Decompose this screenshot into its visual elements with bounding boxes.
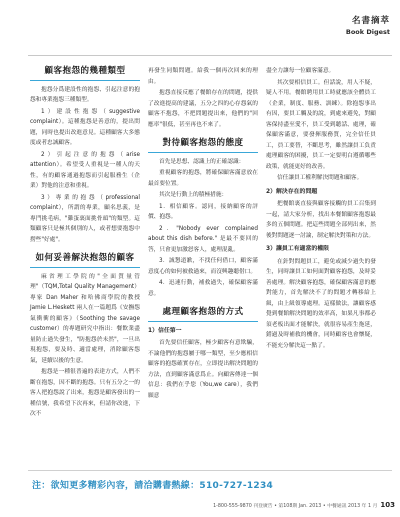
list-item: 1．相信顧客。認同，接納顧客的評價、抱怨。 [148,203,258,220]
subheading-trust-first: 1）信任第一 [148,327,182,334]
paragraph: 把餐館裏直接與顧客接觸的員工召集到一起，請大家分析，找出本餐館顧客抱怨最多的五個問題。把這些問題全部列出來，然後對問題逐一討論，制定解決對策和方法。 [266,201,376,239]
paragraph: 1）建設性抱怨（suggestive complaint）。這種抱怨是善意的，提出問題，同時也提出改進意見。這種顧客大多態度或者忠誠顧客。 [30,108,140,146]
paragraph: 首先是思想、認識上的正確認識： [159,158,245,165]
paragraph: 重視顧客的抱怨，將確保顧客滿意放在最首要位置。 [148,170,258,187]
footer-text: 1-800-555-9870 刊登廣告 • 第108期 Jan. 2013 • 中餐通訊 2013 年 1 月 [213,504,378,509]
heading-handle-customers: 如何妥善解決抱怨的顧客 [30,253,140,268]
heading-methods: 處理顧客抱怨的方式 [148,307,258,322]
subheading-authority: 3）讓員工有適當的權限 [266,246,330,252]
list-item: 2．"Nobody ever complained about this dish before." 是最不要回的答，只會更加激怒客人，處理混亂。 [148,225,258,253]
paragraph: 2）引起注意的抱怨（arise attention）。希望受人重視是一種人的天性，有的顧客通過抱怨而引起服務生（企業）對他的注意和重視。 [30,151,140,189]
order-hotline-note [32,478,362,491]
top-divider [28,55,392,56]
hotline-phone: 510-727-1234 [199,481,274,491]
bottom-divider [28,470,392,471]
page-footer [150,501,395,509]
heading-attitude: 對待顧客抱怨的態度 [148,138,258,153]
list-item: 4．迅速行動，補救過失，確保顧客滿意。 [148,280,258,297]
paragraph: 3）專業的抱怨（professional complaint），所謂的專業，顧名思義，是專門挑毛病，"雞蛋裏面挑骨頭"的類型。這類顧客只是極其個別的人，或者想要抱怨中撈些"好處"。 [30,194,140,243]
paragraph: 在針對問題員工，避免或減少過失的發生，同時讓員工如何面對顧客抱怨，及時妥善處理。解決顧客抱怨，確保顧客滿意的應對能力，首先解決不了的問題才轉移給上級，由上級領導處理。這樣做法，讓顧客感覺到餐館解決問題的效率高，如果凡事都必須老板出面才能解決，就很容易產生拖延，錯過及時補救的機會，同時顧客也會懷疑，不能充分解決這一點了。 [266,258,376,349]
paragraph: 再發生同類問題。給我一個再次回來的理由。 [148,68,258,85]
section-title-cn: 名書摘萃 [351,16,390,26]
article-column-2 [148,66,258,402]
heading-complaint-types: 顧客抱怨的幾種類型 [30,66,140,81]
page-number: 103 [380,501,395,509]
paragraph: 信任讓員工權利解決問題和顧客。 [277,175,363,181]
paragraph: 麻省理工學院的"全面質量管理"（TQM,Total Quality Management）專家 Dan Maher 和哈佛商學院的教授 Jamie L.Heskett 兩人在一篇題爲《安撫怨氣衝衝的顧客》（Soothing the savage customer）的專題研究中指出：餐飲業盡量防止過失發生，"防抱怨於未然"，一旦出現抱怨，要及時、適當處理，消除顧客怨氣，延續以後的生意。 [30,273,140,364]
note-label: 注：欲知更多精彩內容，請洽購書熱線： [32,481,200,491]
section-title-en: Book Digest [345,28,390,36]
list-item: 3．誠懇道歉，不找任何借口，顧客滿意度心的如何被救過來，而沒興趣聽借口。 [148,258,258,275]
paragraph: 抱怨分爲建設性的抱怨、引起注意的抱怨和專業抱怨三種類型。 [30,86,140,103]
paragraph: 首先要信任顧客，極少顧客有意欺騙，不論他們的抱怨屬于哪一類型，至少應相信顧客的抱怨確實存在，立即提出解決問題的方法，直到顧客滿意爲止。向顧客傳達一個信息：我們在乎您（You,we care），我們願意 [148,340,258,399]
section-tag [312,14,390,36]
subheading-solve-problems: 2）解決存在的問題 [266,188,318,195]
article-column-1 [30,66,140,421]
paragraph: 其次是行動上的積極措施： [159,192,228,198]
article-column-3 [266,66,376,352]
paragraph: 抱怨直接反應了餐館存在的問題，提供了改進提高的建議，五分之四的心存怨氣的顧客不抱怨，不把問題提出來，他們的"回應率"很低，甚至再也不來了。 [148,90,258,128]
paragraph: 抱怨是一種很普遍的表達方式，人們不斷在抱怨，因不斷的抱怨。只有五分之一的客人把抱怨說了出來，抱怨是顧客發出的一種信號，我希望下次再來，但請你改進，下次不 [30,369,140,417]
paragraph: 其次要相信員工。但話說，用人不疑，疑人不用。餐館聘用員工時就應該全體員工（企業，制度、服務、訓練）。除抱怨事出有因，要員工觸及的說，到處來避免，對顧客保持盡至愛不，員工受到聽話、處理，確保顧客滿意，要發揮服務質，完全信任員工，員工要替，不斷思考，雖然讓員工負責處理顧客的困擾，員工一定要明白遵循哪些政策，就能更好的改善。 [266,79,376,170]
paragraph: 盡全力讓每一位顧客滿意。 [266,68,335,74]
